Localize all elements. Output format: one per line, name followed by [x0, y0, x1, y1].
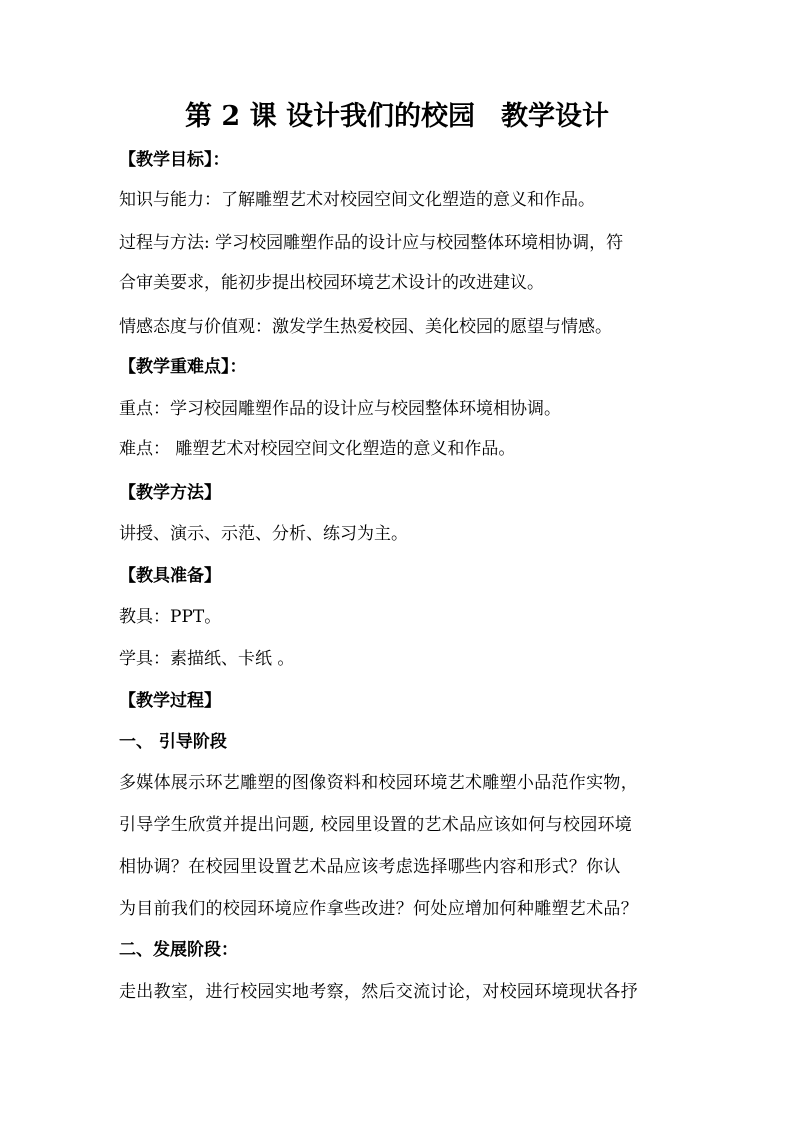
materials-heading: 【教具准备】	[119, 566, 221, 586]
materials-teacher: 教具：PPT。	[119, 607, 222, 627]
process-stage1-line3: 相协调？在校园里设置艺术品应该考虑选择哪些内容和形式？你认	[119, 857, 621, 877]
key-points-focus: 重点：学习校园雕塑作品的设计应与校园整体环境相协调。	[119, 399, 561, 419]
objectives-process-line2: 合审美要求，能初步提出校园环境艺术设计的改进建议。	[119, 273, 544, 293]
objectives-emotion: 情感态度与价值观：激发学生热爱校园、美化校园的愿望与情感。	[119, 317, 612, 337]
process-stage1-heading: 一、 引导阶段	[119, 732, 227, 752]
objectives-heading: 【教学目标】：	[119, 150, 230, 170]
process-stage1-line2: 引导学生欣赏并提出问题, 校园里设置的艺术品应该如何与校园环境	[119, 815, 633, 835]
process-stage2-heading: 二、发展阶段：	[119, 940, 238, 960]
methods-heading: 【教学方法】	[119, 483, 221, 503]
methods-content: 讲授、演示、示范、分析、练习为主。	[119, 524, 408, 544]
process-stage1-line4: 为目前我们的校园环境应作拿些改进？何处应增加何种雕塑艺术品？	[119, 899, 638, 919]
objectives-knowledge: 知识与能力：了解雕塑艺术对校园空间文化塑造的意义和作品。	[119, 190, 595, 210]
objectives-process-line1: 过程与方法: 学习校园雕塑作品的设计应与校园整体环境相协调，符	[119, 233, 624, 253]
process-stage2-line1: 走出教室，进行校园实地考察，然后交流讨论，对校园环境现状各抒	[119, 982, 638, 1002]
lesson-title: 第 2 课 设计我们的校园	[185, 101, 475, 132]
process-heading: 【教学过程】	[119, 691, 221, 711]
process-stage1-line1: 多媒体展示环艺雕塑的图像资料和校园环境艺术雕塑小品范作实物，	[119, 773, 638, 793]
key-points-difficulty: 难点： 雕塑艺术对校园空间文化塑造的意义和作品。	[119, 439, 516, 459]
materials-student: 学具：素描纸、卡纸 。	[119, 649, 295, 669]
lesson-subtitle: 教学设计	[501, 101, 609, 132]
document-title	[0, 100, 794, 134]
key-points-heading: 【教学重难点】：	[119, 357, 247, 377]
